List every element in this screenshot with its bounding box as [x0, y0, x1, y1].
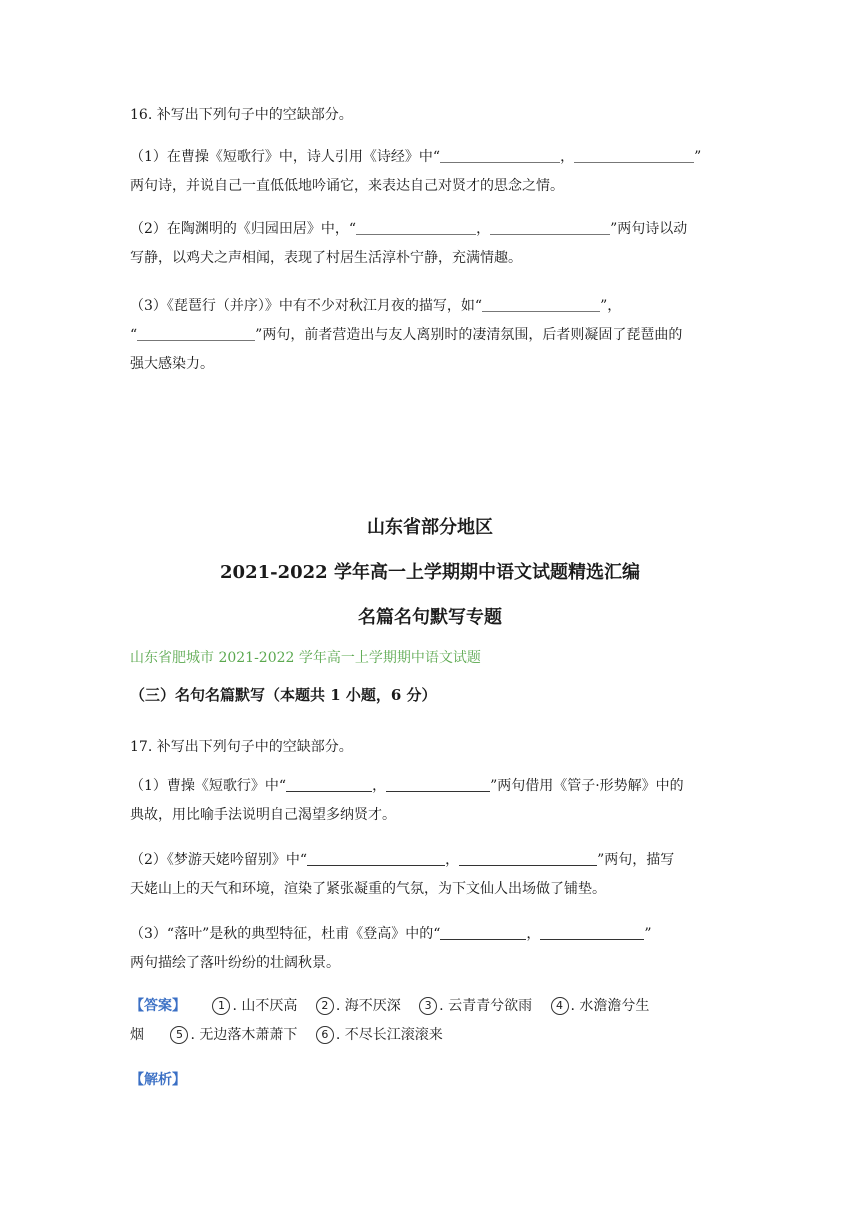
section-heading: （三）名句名篇默写（本题共 1 小题，6 分） — [130, 686, 437, 704]
q16-item-1-text-b: ， — [560, 149, 575, 165]
circled-number: 6 — [316, 1026, 334, 1044]
header-region: 山东省部分地区 — [367, 517, 493, 538]
answer-item — [316, 1021, 443, 1050]
answer-item-text: . 不尽长江滚滚来 — [335, 1027, 443, 1043]
answer-blank[interactable] — [440, 148, 560, 163]
q16-item-1-text-c: ” — [694, 149, 702, 165]
q17-item-2-text-c: ”两句，描写 — [597, 852, 675, 868]
source-link[interactable]: 山东省肥城市 2021-2022 学年高一上学期期中语文试题 — [130, 650, 481, 666]
q17-item-3-text-b: ， — [526, 926, 541, 942]
answer-blank[interactable] — [490, 220, 610, 235]
q16-item-3-text-e: 强大感染力。 — [130, 356, 214, 372]
answer-item — [419, 992, 532, 1021]
q17-item-3-text-d: 两句描绘了落叶纷纷的壮阔秋景。 — [130, 955, 340, 971]
answer-blank[interactable] — [386, 777, 490, 792]
answer-item-text: . 海不厌深 — [335, 998, 401, 1014]
answer-blank[interactable] — [307, 851, 445, 866]
q17-item-1-text-b: ， — [372, 778, 387, 794]
header-subtitle: 2021-2022 学年高一上学期期中语文试题精选汇编 — [220, 562, 640, 583]
q16-stem: 16. 补写出下列句子中的空缺部分。 — [130, 107, 353, 123]
q17-item-2 — [130, 846, 740, 904]
answer-blank[interactable] — [440, 925, 526, 940]
answer-item-text: . 无边落木萧萧下 — [190, 1027, 298, 1043]
answer-item — [551, 992, 650, 1021]
answer-item-text: . 水澹澹兮生 — [570, 998, 650, 1014]
q16-item-1-text-a: （1）在曹操《短歌行》中，诗人引用《诗经》中“ — [130, 149, 441, 165]
answer-item-text: . 山不厌高 — [232, 998, 298, 1014]
q17-item-3-text-c: ” — [644, 926, 652, 942]
q17-item-1-text-c: ”两句借用《管子·形势解》中的 — [490, 778, 684, 794]
q17-item-1-text-a: （1）曹操《短歌行》中“ — [130, 778, 287, 794]
answer-block — [130, 992, 740, 1050]
q17-item-2-text-d: 天姥山上的天气和环境，渲染了紧张凝重的气氛，为下文仙人出场做了铺垫。 — [130, 881, 606, 897]
q16-item-1 — [130, 143, 740, 201]
q17-item-1 — [130, 772, 740, 830]
circled-number: 1 — [212, 997, 230, 1015]
q17-item-3 — [130, 920, 740, 978]
q17-stem: 17. 补写出下列句子中的空缺部分。 — [130, 739, 353, 755]
answer-blank[interactable] — [356, 220, 476, 235]
q16-item-2-text-b: ， — [476, 221, 491, 237]
answer-item — [212, 992, 297, 1021]
answer-blank[interactable] — [574, 148, 694, 163]
answer-label: 【答案】 — [130, 998, 186, 1014]
q16-item-3 — [130, 292, 740, 379]
circled-number: 5 — [170, 1026, 188, 1044]
answer-blank[interactable] — [286, 777, 372, 792]
q17-item-1-text-d: 典故，用比喻手法说明自己渴望多纳贤才。 — [130, 807, 396, 823]
answer-blank[interactable] — [482, 297, 600, 312]
answer-item — [170, 1021, 297, 1050]
q17-item-2-text-a: （2）《梦游天姥吟留别》中“ — [130, 852, 308, 868]
circled-number: 2 — [316, 997, 334, 1015]
answer-blank[interactable] — [459, 851, 597, 866]
circled-number: 3 — [419, 997, 437, 1015]
answer-blank[interactable] — [540, 925, 644, 940]
q16-item-2 — [130, 215, 740, 273]
q16-item-3-text-c: “ — [130, 327, 138, 343]
analysis-label — [130, 1066, 740, 1095]
answer-wrap-text: 烟 — [130, 1027, 144, 1043]
q16-item-2-text-a: （2）在陶渊明的《归园田居》中，“ — [130, 221, 357, 237]
answer-blank[interactable] — [137, 326, 255, 341]
q17-item-2-text-b: ， — [445, 852, 460, 868]
answer-item-text: . 云青青兮欲雨 — [439, 998, 533, 1014]
q16-item-3-text-a: （3）《琵琶行（并序）》中有不少对秋江月夜的描写，如“ — [130, 298, 483, 314]
q16-item-3-text-d: ”两句，前者营造出与友人离别时的凄清氛围，后者则凝固了琵琶曲的 — [255, 327, 683, 343]
answer-item — [316, 992, 401, 1021]
circled-number: 4 — [551, 997, 569, 1015]
analysis-label-text: 【解析】 — [130, 1072, 186, 1088]
header-topic: 名篇名句默写专题 — [358, 607, 502, 628]
q16-item-2-text-c: ”两句诗以动 — [610, 221, 688, 237]
q16-item-2-text-d: 写静，以鸡犬之声相闻，表现了村居生活淳朴宁静，充满情趣。 — [130, 250, 522, 266]
q16-item-3-text-b: ”， — [600, 298, 622, 314]
q16-item-1-text-d: 两句诗，并说自己一直低低地吟诵它，来表达自己对贤才的思念之情。 — [130, 178, 564, 194]
q17-item-3-text-a: （3）“落叶”是秋的典型特征，杜甫《登高》中的“ — [130, 926, 441, 942]
